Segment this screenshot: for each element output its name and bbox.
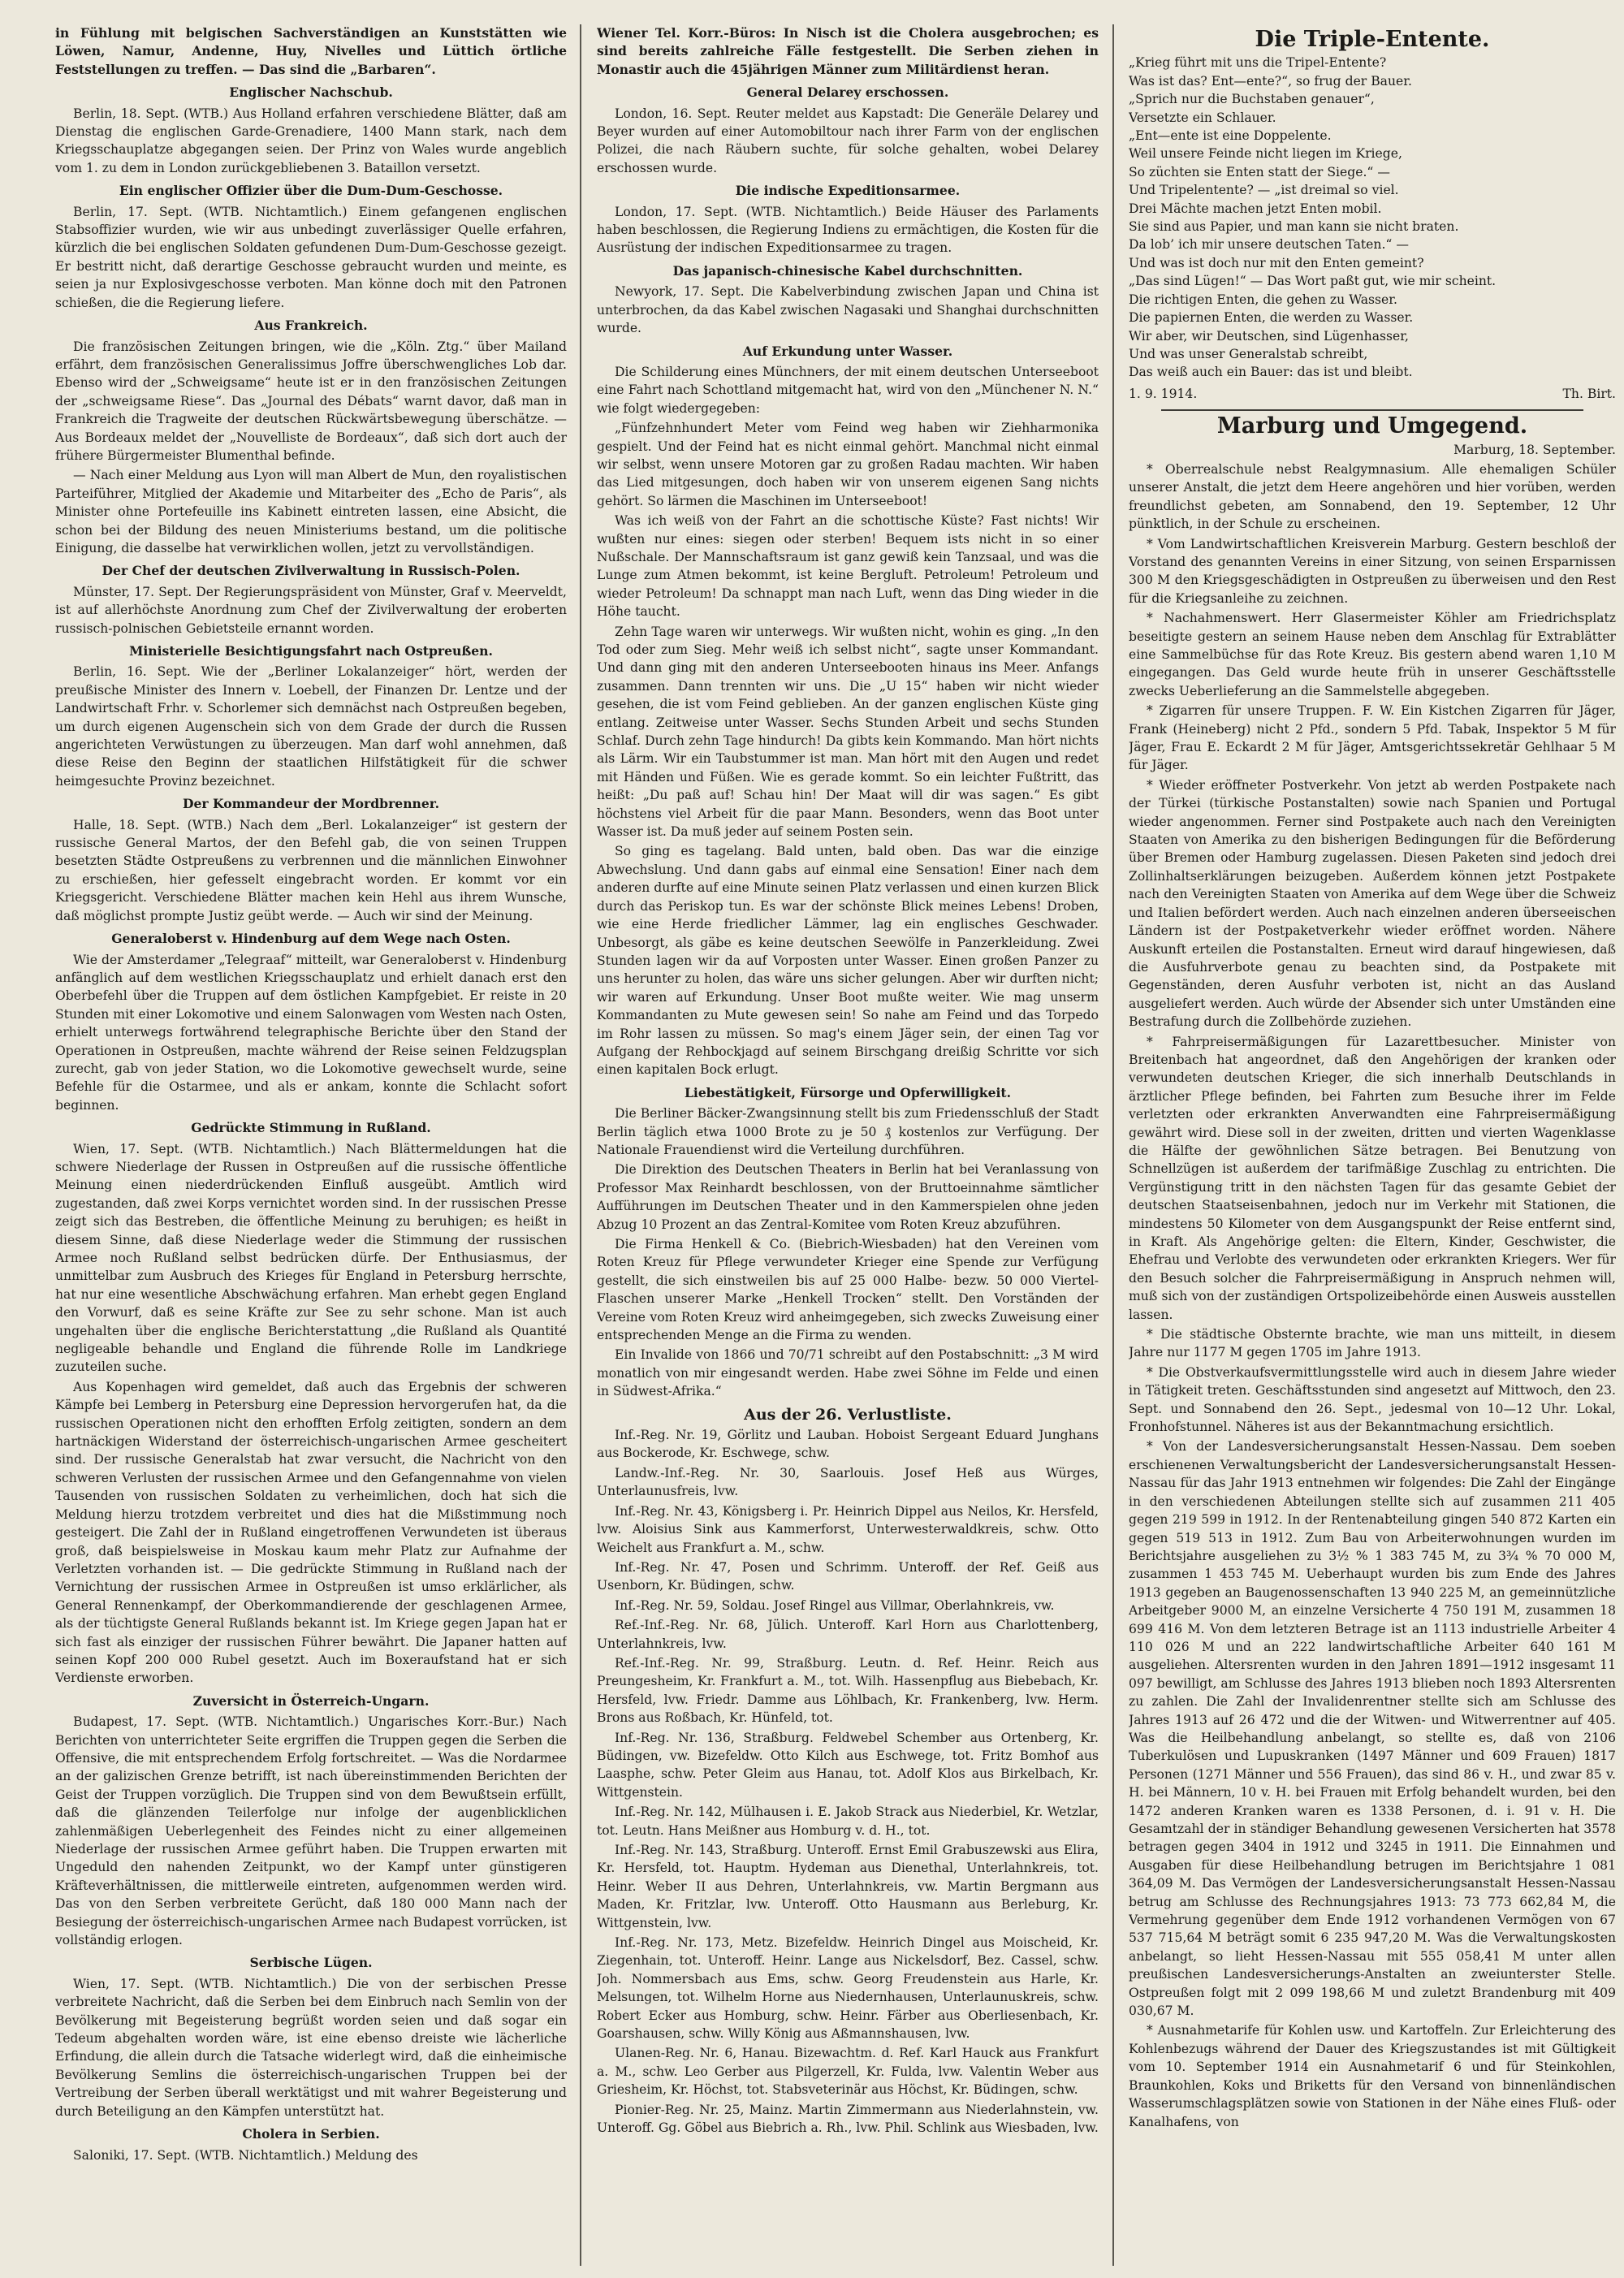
casualty-entry: Inf.-Reg. Nr. 47, Posen und Schrimm. Unteroff. der Ref. Geiß aus Usenborn, Kr. Büdingen, schw. [597, 1559, 1099, 1593]
article-text: Berlin, 18. Sept. (WTB.) Aus Holland erfahren verschiedene Blätter, daß am Dienstag die englischen Garde-Grenadiere, 1400 Mann stark, nach dem Kriegsschauplatze abgegangen seien. Der Prinz von Wales wurde angeblich vom 1. zu dem in London zurückgebliebenen 3. Bataillon versetzt. [55, 106, 567, 175]
article-text: Wiener Tel. Korr.-Büros: In Nisch ist die Cholera ausgebrochen; es sind bereits zahlreiche Fälle festgestellt. Die Serben ziehen in Monastir auch die 45jährigen Männer zum Militärdienst heran. [597, 25, 1099, 77]
headline: General Delarey erschossen. [746, 84, 949, 101]
column-rule [580, 24, 581, 2266]
poem-line: „Sprich nur die Buchstaben genauer“, [1129, 92, 1375, 107]
article-text: Münster, 17. Sept. Der Regierungspräsident von Münster, Graf v. Meerveldt, ist auf allerhöchste Anordnung zum Chef der Zivilverwaltung der eroberten russisch-polnischen Gebietsteile ernannt worden. [55, 584, 567, 636]
headline: Die indische Expeditionsarmee. [735, 183, 961, 199]
local-news-item: * Fahrpreisermäßigungen für Lazarettbesucher. Minister von Breitenbach hat angeordnet, daß den Angehörigen der kranken oder verwundeten deutschen Krieger, die sich innerhalb Deutschlands in ärztlicher Pflege befinden, bei Fahrten zum Besuche ihrer im Felde verletzten oder erkrankten Anverwandten eine Fahrpreisermäßigung gewährt wird. Diese soll in der zweiten, dritten und vierten Wagenklasse die Hälfte der gewöhnlichen Sätze betragen. Bei Benutzung von Schnellzügen ist außerdem der tarifmäßige Zuschlag zu entrichten. Die Vergünstigung tritt in den nächsten Tagen für das gesamte Gebiet der deutschen Staatseisenbahnen, jedoch nur im Verkehr mit Stationen, die mindestens 50 Kilometer von dem Ausgangspunkt der Reise entfernt sind, in Kraft. Als Angehörige gelten: die Eltern, Kinder, Geschwister, die Ehefrau und Verlobte des verwundeten oder erkrankten Kriegers. Wer für den Besuch solcher die Fahrpreisermäßigung in Anspruch nehmen will, muß sich von der zuständigen Ortspolizeibehörde einen Ausweis ausstellen lassen. [1129, 1034, 1616, 1322]
casualty-entry: Inf.-Reg. Nr. 19, Görlitz und Lauban. Hoboist Sergeant Eduard Junghans aus Bockerode, Kr. Eschwege, schw. [597, 1428, 1099, 1461]
poem-line: Wir aber, wir Deutschen, sind Lügenhasser, [1129, 328, 1409, 344]
column-rule [1112, 24, 1114, 2266]
casualty-entry: Ulanen-Reg. Nr. 6, Hanau. Bizewachtm. d. Ref. Karl Hauck aus Frankfurt a. M., schw. Leo Gerber aus Pilgerzell, Kr. Fulda, lvw. Valentin Weber aus Griesheim, Kr. Höchst, tot. Stabsveterinär aus Höchst, Kr. Büdingen, schw. [597, 2046, 1099, 2098]
poem-line: Weil unsere Feinde nicht liegen im Kriege, [1129, 146, 1402, 162]
local-news-item: * Ausnahmetarife für Kohlen usw. und Kartoffeln. Zur Erleichterung des Kohlenbezugs während der Dauer des Kriegszustandes ist mit Gültigkeit vom 10. September 1914 ein Ausnahmetarif 6 und für Steinkohlen, Braunkohlen, Koks und Briketts für den Versand von binnenländischen Wasserumschlagsplätzen sowie von Stationen in der Nähe eines Fluß- oder Kanalhafens, von [1129, 2023, 1616, 2129]
headline: Aus der 26. Verlustliste. [744, 1405, 952, 1424]
local-news-item: * Die städtische Obsternte brachte, wie man uns mitteilt, in diesem Jahre nur 1177 M gegen 1705 im Jahre 1913. [1129, 1327, 1616, 1360]
headline: Ministerielle Besichtigungsfahrt nach Ostpreußen. [129, 643, 493, 659]
column-right [1129, 24, 1616, 2266]
casualty-entry: Inf.-Reg. Nr. 43, Königsberg i. Pr. Heinrich Dippel aus Neilos, Kr. Hersfeld, lvw. Aloisius Sink aus Kammerforst, Unterwesterwaldkreis, schw. Otto Weichelt aus Frankfurt a. M., schw. [597, 1503, 1099, 1555]
local-news-item: * Zigarren für unsere Truppen. F. W. Ein Kistchen Zigarren für Jäger, Frank (Heineberg) nicht 2 Pfd., sondern 5 Pfd. Tabak, Inspektor 5 M für Jäger, Frau E. Eckardt 2 M für Jäger, Amtsgerichtssekretär Gehlhaar 5 M für Jäger. [1129, 703, 1616, 773]
article-text: Aus Kopenhagen wird gemeldet, daß auch das Ergebnis der schweren Kämpfe bei Lemberg in Petersburg eine Depression hervorgerufen hat, da die russischen Operationen nicht den erhofften Erfolg zeitigten, sondern an dem hartnäckigen Widerstand der österreichisch-ungarischen Armee gescheitert sind. Der russische Generalstab hat zwar versucht, die Nachricht von den schweren Verlusten der russischen Armee und den Gefangennahme von vielen Tausenden von russischen Soldaten zu verheimlichen, doch hat sich die Meldung hierzu trotzdem verbreitet und dies hat die Mißstimmung noch gesteigert. Die Zahl der in Rußland eingetroffenen Verwundeten ist überaus groß, daß beispielsweise in Moskau kaum mehr Platz zur Aufnahme der Verletzten vorhanden ist. — Die gedrückte Stimmung in Rußland nach der Vernichtung der russischen Armee in Ostpreußen ist umso erklärlicher, als General Rennenkampf, der Oberkommandierende der geschlagenen Armee, als der tüchtigste General Rußlands bekannt ist. Im Kriege gegen Japan hat er sich fast als einziger der russischen Führer bewährt. Die Japaner hatten auf seinen Kopf 200 000 Rubel gesetzt. Auch im Boxeraufstand hat er sich Verdienste erworben. [55, 1379, 567, 1686]
section-divider [1161, 409, 1583, 411]
headline: Auf Erkundung unter Wasser. [742, 343, 953, 359]
casualty-entry: Ref.-Inf.-Reg. Nr. 99, Straßburg. Leutn. d. Ref. Heinr. Reich aus Preungesheim, Kr. Frankfurt a. M., tot. Wilh. Hassenpflug aus Biebebach, Kr. Hersfeld, lvw. Friedr. Damme aus Löhlbach, Kr. Frankenberg, lvw. Herm. Brons aus Roßbach, Kr. Hünfeld, tot. [597, 1655, 1099, 1726]
article-text: London, 17. Sept. (WTB. Nichtamtlich.) Beide Häuser des Parlaments haben beschlossen, die Regierung Indiens zu ermächtigen, die Kosten für die Ausrüstung der indischen Expeditionsarmee zu tragen. [597, 204, 1099, 256]
poem-date: 1. 9. 1914. [1129, 386, 1198, 401]
section-title: Marburg und Umgegend. [1216, 413, 1528, 439]
local-news-item: * Die Obstverkaufsvermittlungsstelle wird auch in diesem Jahre wieder in Tätigkeit treten. Geschäftsstunden sind angesetzt auf Mittwoch, den 23. Sept. und Sonnabend den 26. Sept., jedesmal von 10—12 Uhr. Lokal, Fronhofstunnel. Näheres ist aus der Bekanntmachung ersichtlich. [1129, 1364, 1616, 1435]
article-text: So ging es tagelang. Bald unten, bald oben. Das war die einzige Abwechslung. Und dann gabs auf einmal eine Sensation! Einer nach dem anderen durfte auf eine Minute seinen Platz verlassen und einen kurzen Blick durch das Periskop tun. Es war der schönste Blick meines Lebens! Droben, wie eine Herde friedlicher Lämmer, lag ein englisches Geschwader. Unbesorgt, als gäbe es keine deutschen Seewölfe in Panzerkleidung. Zwei Stunden lagen wir da auf Vorposten unter Wasser. Einen großen Panzer zu uns herunter zu holen, das wäre uns sicher gelungen. Aber wir durften nicht; wir waren auf Erkundung. Unser Boot mußte weiter. Wie mag unserm Kommandanten zu Mute gewesen sein! So nahe am Feind und das Torpedo im Rohr lassen zu müssen. So mag's einem Jäger sein, der einen Tag vor Aufgang der Rehbockjagd auf seinem Birschgang dreißig Schritte vor sich einen kapitalen Bock erlugt. [597, 844, 1099, 1078]
article-text: Halle, 18. Sept. (WTB.) Nach dem „Berl. Lokalanzeiger“ ist gestern der russische General Martos, der den Befehl gab, die von seinen Truppen besetzten Städte Ostpreußens zu verbrennen und die männlichen Einwohner zu erschießen, hier gefesselt eingebracht worden. Er kommt vor ein Kriegsgericht. Verschiedene Blätter machen kein Hehl aus ihrem Wunsche, daß möglichst prompte Justiz geübt werde. — Auch wir sind der Meinung. [55, 817, 567, 923]
headline: Das japanisch-chinesische Kabel durchschnitten. [672, 262, 1023, 279]
article-text: Wie der Amsterdamer „Telegraaf“ mitteilt, war Generaloberst v. Hindenburg anfänglich auf dem westlichen Kriegsschauplatz und erhielt danach erst den Oberbefehl über die Truppen auf dem östlichen Kampfgebiet. Er reiste in 20 Stunden mit einer Lokomotive und einem Salonwagen vom Westen nach Osten, erhielt unterwegs fortwährend telegraphische Berichte über den Stand der Operationen in Ostpreußen, machte während der Reise seinen Feldzugsplan zurecht, gab von jeder Station, wo die Lokomotive gewechselt wurde, seine Befehle für die Ostarmee, und als er ankam, konnte die Schlacht sofort beginnen. [55, 952, 567, 1113]
poem-line: Und Tripelentente? — „ist dreimal so viel. [1129, 183, 1399, 198]
article-text: Ein Invalide von 1866 und 70/71 schreibt auf den Postabschnitt: „3 M wird monatlich von mir eingesandt werden. Habe zwei Söhne im Felde und einen in Südwest-Afrika.“ [597, 1347, 1099, 1399]
poem-line: „Das sind Lügen!“ — Das Wort paßt gut, wie mir scheint. [1129, 274, 1497, 289]
poem-line: „Ent—ente ist eine Doppelente. [1129, 128, 1332, 144]
headline: Der Chef der deutschen Zivilverwaltung in Russisch-Polen. [102, 563, 520, 579]
casualty-entry: Landw.-Inf.-Reg. Nr. 30, Saarlouis. Josef Heß aus Würges, Unterlaunusfreis, lvw. [597, 1465, 1099, 1499]
casualty-entry: Ref.-Inf.-Reg. Nr. 68, Jülich. Unteroff. Karl Horn aus Charlottenberg, Unterlahnkreis, lvw. [597, 1618, 1099, 1651]
local-news-item: * Nachahmenswert. Herr Glasermeister Köhler am Friedrichsplatz beseitigte gestern an seinem Hause neben dem Anschlag für Extrablätter eine Sammelbüchse für das Rote Kreuz. Bis gestern abend waren 1,10 M eingegangen. Das Geld wurde heute früh in unserer Geschäftsstelle zwecks Ueberlieferung an die Sammelstelle abgegeben. [1129, 611, 1616, 698]
headline: Generaloberst v. Hindenburg auf dem Wege nach Osten. [111, 931, 511, 947]
poem-title: Die Triple-Entente. [1255, 27, 1490, 52]
local-news-item: * Vom Landwirtschaftlichen Kreisverein Marburg. Gestern beschloß der Vorstand des genannten Vereins in einer Sitzung, von seinen Ersparnissen 300 M den Kriegsgeschädigten in Ostpreußen zu überweisen und den Rest für die Kriegsanleihe zu zeichnen. [1129, 536, 1616, 606]
poem-line: Die papiernen Enten, die werden zu Wasser. [1129, 310, 1414, 326]
article-text: Was ich weiß von der Fahrt an die schottische Küste? Fast nichts! Wir wußten nur eines: siegen oder sterben! Bequem ists nicht in so einer Nußschale. Der Mannschaftsraum ist ganz gewiß kein Tanzsaal, und was die Lunge zum Atmen bekommt, ist keine Bergluft. Petroleum! Petroleum und wieder Petroleum! Da schnappt man nach Luft, wenn das Ding wieder in die Höhe taucht. [597, 513, 1099, 620]
headline: Ein englischer Offizier über die Dum-Dum-Geschosse. [119, 183, 503, 199]
poem-line: Und was unser Generalstab schreibt, [1129, 346, 1368, 361]
headline: Aus Frankreich. [254, 318, 368, 334]
article-text: — Nach einer Meldung aus Lyon will man Albert de Mun, den royalistischen Parteiführer, Mitglied der Akademie und Mitarbeiter des „Echo de Paris“, als Minister ohne Portefeuille ins Kabinett eintreten lassen, eine Absicht, die schon bei der Bildung des neuen Ministeriums bestand, um die politische Einigung, die dasselbe hat verwirklichen wollen, jetzt zu vervollständigen. [55, 468, 567, 555]
headline: Zuversicht in Österreich-Ungarn. [192, 1692, 430, 1709]
article-text: Budapest, 17. Sept. (WTB. Nichtamtlich.) Ungarisches Korr.-Bur.) Nach Berichten von unterrichteter Seite ergriffen die Truppen gegen die Serben die Offensive, die mit entsprechendem Erfolg fortschreitet. — Was die Nordarmee an der galizischen Grenze betrifft, ist nach übereinstimmenden Berichten der Geist der Truppen vorzüglich. Die Truppen sind von dem Bewußtsein erfüllt, daß die glänzenden Teilerfolge nur infolge der augenblicklichen zahlenmäßigen Ueberlegenheit des Feindes nicht zu einer allgemeinen Niederlage der russischen Armee geführt haben. Die Truppen erwarten mit Ungeduld den nahenden Zeitpunkt, wo der Kampf unter günstigeren Kräfteverhältnissen, die mittlerweile eintreten, aufgenommen werden wird. Das von den Serben verbreitete Gerücht, daß 180 000 Mann nach der Besiegung der österreichisch-ungarischen Armee nach Budapest vorrücken, ist vollständig erlogen. [55, 1714, 567, 1948]
article-text: Berlin, 17. Sept. (WTB. Nichtamtlich.) Einem gefangenen englischen Stabsoffizier wurden, wie wir aus unbedingt zuverlässiger Quelle erfahren, kürzlich die bei englischen Soldaten gefundenen Dum-Dum-Geschosse gezeigt. Er bestritt nicht, daß derartige Geschosse gebraucht wurden und meinte, es seien ja nur Explosivgeschosse verboten. Man könne doch mit den Patronen schießen, die die Regierung liefere. [55, 204, 567, 310]
article-text: Die französischen Zeitungen bringen, wie die „Köln. Ztg.“ über Mailand erfährt, dem französischen Generalissimus Joffre überschwengliches Lob dar. Ebenso wird der „Schweigsame“ heute ist er in den französischen Zeitungen der „schweigsame Riese“. Das „Journal des Débats“ warnt davor, daß man in Frankreich die Tragweite der deutschen Rückwärtsbewegung überschätze. — Aus Bordeaux meldet der „Nouvelliste de Bordeaux“, daß sich dort auch der frühere Bürgermeister Blumenthal befinde. [55, 339, 567, 463]
poem-line: Drei Mächte machen jetzt Enten mobil. [1129, 201, 1382, 216]
casualty-entry: Inf.-Reg. Nr. 173, Metz. Bizefeldw. Heinrich Dingel aus Moischeid, Kr. Ziegenhain, tot. Unteroff. Heinr. Lange aus Nickelsdorf, Bez. Cassel, schw. Joh. Nommersbach aus Ems, schw. Georg Freudenstein aus Harle, Kr. Melsungen, tot. Wilhelm Horne aus Niedernhausen, Unterlaunuskreis, schw. Robert Ecker aus Homburg, schw. Heinr. Färber aus Oberliesenbach, Kr. Goarshausen, schw. Willy König aus Aßmannshausen, lvw. [597, 1935, 1099, 2042]
article-text: Die Berliner Bäcker-Zwangsinnung stellt bis zum Friedensschluß der Stadt Berlin täglich etwa 1000 Brote zu je 50 ₰ kostenlos zur Verfügung. Der Nationale Frauendienst wird die Verteilung durchführen. [597, 1106, 1099, 1157]
poem-author: Th. Birt. [1562, 386, 1616, 401]
poem-line: Und was ist doch nur mit den Enten gemeint? [1129, 255, 1424, 270]
headline: Englischer Nachschub. [229, 84, 393, 101]
headline: Serbische Lügen. [249, 1955, 373, 1971]
dateline: Marburg, 18. September. [1453, 442, 1616, 457]
casualty-entry: Inf.-Reg. Nr. 143, Straßburg. Unteroff. Ernst Emil Grabuszewski aus Elira, Kr. Hersfeld, tot. Hauptm. Hydeman aus Dienethal, Unterlahnkreis, tot. Heinr. Weber II aus Dehren, Unterlahnkreis, vw. Martin Bergmann aus Maden, Kr. Fritzlar, lvw. Unteroff. Otto Hausmann aus Berleburg, Kr. Wittgenstein, lvw. [597, 1843, 1099, 1930]
casualty-entry: Inf.-Reg. Nr. 142, Mülhausen i. E. Jakob Strack aus Niederbiel, Kr. Wetzlar, tot. Leutn. Hans Meißner aus Homburg v. d. H., tot. [597, 1805, 1099, 1838]
article-text: „Fünfzehnhundert Meter vom Feind weg haben wir Ziehharmonika gespielt. Und der Feind hat es nicht einmal gehört. Manchmal nicht einmal wir selbst, wenn unsere Motoren gar zu großen Radau machten. Wir haben das Lied mitgesungen, doch haben wir von unserem eigenen Sang nichts gehört. So lärmen die Maschinen im Unterseeboot! [597, 421, 1099, 508]
article-text: Die Direktion des Deutschen Theaters in Berlin hat bei Veranlassung von Professor Max Reinhardt beschlossen, von der Bruttoeinnahme sämtlicher Aufführungen im Deutschen Theater und in den Kammerspielen ohne jeden Abzug 10 Prozent an das Zentral-Komitee vom Roten Kreuz abzuführen. [597, 1162, 1099, 1232]
casualty-entry: Inf.-Reg. Nr. 59, Soldau. Josef Ringel aus Villmar, Oberlahnkreis, vw. [615, 1597, 1055, 1613]
article-text: Berlin, 16. Sept. Wie der „Berliner Lokalanzeiger“ hört, werden der preußische Minister des Innern v. Loebell, der Finanzen Dr. Lentze und der Landwirtschaft Frhr. v. Schorlemer sich demnächst nach Ostpreußen begeben, um durch eigenen Augenschein sich von dem Grade der durch die Russen angerichteten Verwüstungen zu überzeugen. Man darf wohl annehmen, daß diese Reise den Beginn der staatlichen Hilfstätigkeit für die schwer heimgesuchte Provinz bezeichnet. [55, 664, 567, 789]
article-text: Wien, 17. Sept. (WTB. Nichtamtlich.) Nach Blättermeldungen hat die schwere Niederlage der Russen in Ostpreußen auf die russische öffentliche Meinung einen niederdrückenden Einfluß ausgeübt. Amtlich wird zugestanden, daß zwei Korps vernichtet worden sind. In der russischen Presse zeigt sich das Bestreben, die öffentliche Meinung zu beruhigen; es heißt in diesem Sinne, daß diese Niederlage weder die Stimmung der russischen Armee noch Rußland selbst bedrücken dürfe. Der Enthusiasmus, der unmittelbar zum Ausbruch des Krieges für England in Petersburg herrschte, hat nur eine wesentliche Abschwächung erfahren. Man erhebt gegen England den Vorwurf, daß es seine Kräfte zur See zu sehr schone. Man ist auch ungehalten über die englische Berichterstattung „die Rußland als Quantité negligeable behandle und England die führende Rolle im Landkriege zuzuteilen suche. [55, 1141, 567, 1375]
article-text: Wien, 17. Sept. (WTB. Nichtamtlich.) Die von der serbischen Presse verbreitete Nachricht, daß die Serben bei dem Einbruch nach Semlin von der Bevölkerung mit Begeisterung begrüßt worden seien und daß sogar ein Tedeum abgehalten worden wäre, ist eine ebenso dreiste wie lächerliche Erfindung, die allein durch die Tatsache widerlegt wird, daß die einheimische Bevölkerung Semlins die österreichisch-ungarischen Truppen bei der Vertreibung der Serben überall werktätigst und mit wahrer Begeisterung und durch Beteiligung an den Kämpfen unterstützt hat. [55, 1976, 567, 2119]
poem-line: „Krieg führt mit uns die Tripel-Entente? [1129, 55, 1387, 71]
casualty-entry: Inf.-Reg. Nr. 136, Straßburg. Feldwebel Schember aus Ortenberg, Kr. Büdingen, vw. Bizefeldw. Otto Kilch aus Eschwege, tot. Fritz Bomhof aus Laasphe, schw. Peter Gleim aus Hanau, tot. Adolf Klos aus Birkelbach, Kr. Wittgenstein. [597, 1730, 1099, 1800]
column-middle [597, 24, 1099, 2266]
poem [1129, 54, 1616, 381]
casualty-entry: Pionier-Reg. Nr. 25, Mainz. Martin Zimmermann aus Niederlahnstein, vw. Unteroff. Gg. Göbel aus Biebrich a. Rh., lvw. Phil. Schlink aus Wiesbaden, lvw. [597, 2102, 1099, 2136]
local-news-item: * Wieder eröffneter Postverkehr. Von jetzt ab werden Postpakete nach der Türkei (türkische Postanstalten) sowie nach Spanien und Portugal wieder angenommen. Ferner sind Postpakete auch nach den Vereinigten Staaten von Amerika zu den bisherigen Bedingungen für die Beförderung über Bremen oder Hamburg zugelassen. Diesen Paketen sind jedoch drei Zollinhaltserklärungen beizugeben. Außerdem können jetzt Postpakete nach den Vereinigten Staaten von Amerika auf dem Wege über die Schweiz und Italien befördert werden. Auch nach einzelnen anderen überseeischen Ländern ist der Postpaketverkehr wieder eröffnet worden. Nähere Auskunft erteilen die Postanstalten. Erneut wird darauf hingewiesen, daß die Ausfuhrverbote genau zu beachten sind, da Postpakete mit Gegenständen, deren Ausfuhr verboten ist, nicht an das Ausland ausgeliefert werden. Auch würde der Absender sich unter Umständen eine Bestrafung durch die Zollbehörde zuziehen. [1129, 777, 1616, 1030]
headline: Gedrückte Stimmung in Rußland. [191, 1120, 431, 1136]
headline: Cholera in Serbien. [242, 2126, 380, 2142]
headline: Liebestätigkeit, Fürsorge und Opferwilligkeit. [684, 1084, 1012, 1100]
article-text: Zehn Tage waren wir unterwegs. Wir wußten nicht, wohin es ging. „In den Tod oder zum Sieg. Mehr weiß ich selbst nicht“, sagte unser Kommandant. Und dann ging mit den anderen Unterseebooten hinaus ins Meer. Anfangs zusammen. Dann trennten wir uns. Die „U 15“ haben wir nicht wieder gesehen, die ist vom Feind geblieben. An der ganzen englischen Küste ging entlang. Zeitweise unter Wasser. Sechs Stunden Arbeit und sechs Stunden Schlaf. Durch zehn Tage hindurch! Da gibts kein Kommando. Man hört nichts als Lärm. Wir ein Taubstummer ist man. Man hört mit den Augen und redet mit Händen und Füßen. Wie es gerade kommt. So ein leichter Fußtritt, das heißt: „Du paß auf! Schau hin! Der Maat will dir was sagen.“ Es gibt höchstens viel Arbeit für die paar Mann. Besonders, wenn das Boot unter Wasser ist. Da muß jeder auf seinem Posten sein. [597, 624, 1099, 840]
poem-line: Da lob’ ich mir unsere deutschen Taten.“ — [1129, 237, 1409, 253]
poem-line: Das weiß auch ein Bauer: das ist und bleibt. [1129, 365, 1413, 380]
column-left [55, 24, 567, 2266]
local-news-item: * Von der Landesversicherungsanstalt Hessen-Nassau. Dem soeben erschienenen Verwaltungsbericht der Landesversicherungsanstalt Hessen-Nassau für das Jahr 1913 entnehmen wir folgendes: Die Zahl der Eingänge in den verschiedenen Abteilungen stellte sich auf zusammen 211 405 gegen 219 599 in 1912. In der Rentenabteilung gingen 540 872 Karten ein gegen 519 513 in 1912. Zum Bau von Arbeiterwohnungen wurden im Berichtsjahre ausgeliehen zu 3½ % 1 383 745 M, zu 3¾ % 70 000 M, zusammen 1 453 745 M. Ueberhaupt wurden bis zum Ende des Jahres 1913 gegeben an Baugenossenschaften 13 940 225 M, an gemeinnützliche Arbeitgeber 9000 M, an einzelne Versicherte 4 750 191 M, zusammen 18 699 416 M. Von dem letzteren Betrage ist an 1113 industrielle Arbeiter 4 110 026 M und an 222 landwirtschaftliche Arbeiter 640 161 M ausgeliehen. Altersrenten wurden in den Jahren 1891—1912 insgesamt 11 097 bewilligt, am Schlusse des Jahres 1913 blieben noch 1893 Altersrenten zu zahlen. Die Zahl der Invalidenrentner stellte sich am Schlusse des Jahres 1913 auf 26 472 und die der Witwen- und Witwerrentner auf 405. Was die Heilbehandlung anbelangt, so stellte es, daß von 2106 Tuberkulösen und Lupuskranken (1497 Männer und 609 Frauen) 1817 Personen (1271 Männer und 556 Frauen), das sind 86 v. H., und zwar 85 v. H. bei Männern, 10 v. H. bei Frauen mit Erfolg behandelt wurden, bei den 1472 anderen Kranken waren es 1338 Personen, d. i. 91 v. H. Die Gesamtzahl der in ständiger Behandlung gewesenen Versicherten hat 3578 betragen gegen 3404 in 1912 und 3245 in 1911. Die Einnahmen und Ausgaben für diese Heilbehandlung betrugen im Berichtsjahre 1 081 364,09 M. Das Vermögen der Landesversicherungsanstalt Hessen-Nassau betrug am Schlusse des Rechnungsjahres 1913: 73 773 662,84 M, die Vermehrung gegenüber dem Ende 1912 vorhandenen Vermögen von 67 537 715,64 M beträgt somit 6 235 947,20 M. Was die Verwaltungskosten anbelangt, so lieht Hessen-Nassau mit 555 058,41 M unter allen preußischen Landesversicherungs-Anstalten an zweiunterster Stelle. Ostpreußen folgt mit 2 099 198,66 M und zuletzt Brandenburg mit 409 030,67 M. [1129, 1439, 1616, 2019]
local-news-item: * Oberrealschule nebst Realgymnasium. Alle ehemaligen Schüler unserer Anstalt, die jetzt dem Heere angehören und hier vorüben, werden freundlichst gebeten, am Sonnabend, den 19. September, 12 Uhr pünktlich, in der Schule zu erscheinen. [1129, 461, 1616, 532]
article-text: in Fühlung mit belgischen Sachverständigen an Kunststätten wie Löwen, Namur, Andenne, Huy, Nivelles und Lüttich örtliche Feststellungen zu treffen. — Das sind die „Barbaren“. [55, 25, 567, 77]
article-text: Die Firma Henkell & Co. (Biebrich-Wiesbaden) hat den Vereinen vom Roten Kreuz für Pflege verwundeter Krieger eine Spende zur Verfügung gestellt, die sich einstweilen bis auf 25 000 Halbe- bezw. 50 000 Viertel-Flaschen unserer Marke „Henkell Trocken“ stellt. Den Vorständen der Vereine vom Roten Kreuz wird anheimgegeben, sich zwecks Zuweisung einer entsprechenden Menge an die Firma zu wenden. [597, 1237, 1099, 1343]
poem-signature [1129, 385, 1616, 403]
poem-line: Versetzte ein Schlauer. [1129, 110, 1276, 125]
article-text: Saloniki, 17. Sept. (WTB. Nichtamtlich.) Meldung des [73, 2147, 418, 2163]
poem-line: Sie sind aus Papier, und man kann sie nicht braten. [1129, 219, 1459, 235]
article-text: Newyork, 17. Sept. Die Kabelverbindung zwischen Japan und China ist unterbrochen, da das Kabel zwischen Nagasaki und Shanghai durchschnitten wurde. [597, 284, 1099, 336]
poem-line: So züchten sie Enten statt der Siege.“ — [1129, 164, 1390, 179]
article-text: London, 16. Sept. Reuter meldet aus Kapstadt: Die Generäle Delarey und Beyer wurden auf einer Automobiltour nach ihrer Farm von der englischen Polizei, die nach Räubern suchte, für solche gehalten, wobei Delarey erschossen wurde. [597, 106, 1099, 175]
poem-line: Was ist das? Ent—ente?“, so frug der Bauer. [1129, 73, 1412, 89]
poem-line: Die richtigen Enten, die gehen zu Wasser. [1129, 292, 1397, 307]
article-text: Die Schilderung eines Münchners, der mit einem deutschen Unterseeboot eine Fahrt nach Schottland mitgemacht hat, wird von den „Münchener N. N.“ wie folgt wiedergegeben: [597, 364, 1099, 416]
headline: Der Kommandeur der Mordbrenner. [182, 796, 440, 812]
